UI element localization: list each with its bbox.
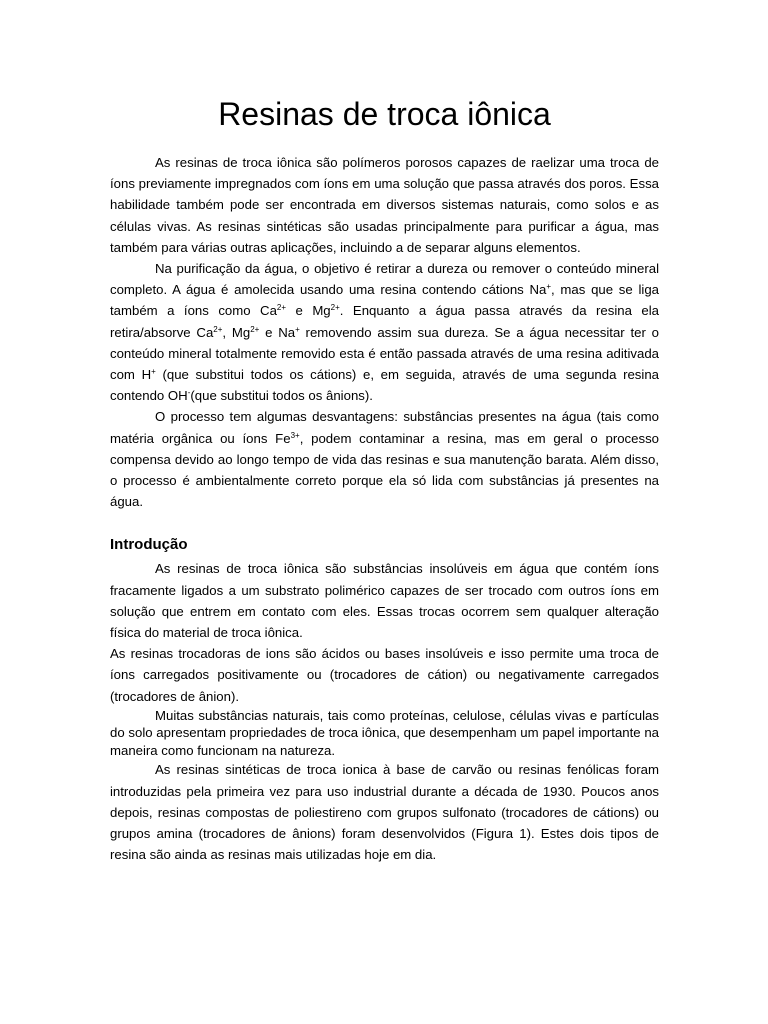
text-run: . Enquanto a água passa através da resina ela retira/absorve Ca: [110, 303, 659, 340]
superscript: -: [187, 388, 191, 398]
text-run: (que substitui todos os ânions).: [190, 388, 373, 404]
section-heading: Introdução: [110, 536, 188, 554]
superscript: +: [295, 324, 300, 334]
text-run: e Mg: [286, 303, 331, 319]
section-paragraph-3: Muitas substâncias naturais, tais como proteínas, celulose, células vivas e partículas do solo apresentam propriedades de troca iônica, que desempenham um papel importante na maneira como funcionam na natureza.: [110, 707, 659, 758]
intro-paragraph-2: [110, 258, 659, 406]
document-page: [110, 92, 659, 865]
intro-paragraph-3: [110, 406, 659, 512]
superscript: +: [546, 282, 552, 292]
text-run: , podem contaminar a resina, mas em geral o processo compensa devido ao longo tempo de vida das resinas e sua manutenção barata. Além disso, o processo é ambientalmente correto porque ela só lida com substâncias já presentes na água.: [110, 430, 660, 510]
text-run: , mas que se liga também a íons como Ca: [110, 282, 659, 319]
text-run: removendo assim sua dureza. Se a água necessitar ter o conteúdo mineral totalmente removido esta é então passada através de uma resina aditivada com H: [110, 324, 659, 383]
text-run: Na purificação da água, o objetivo é retirar a dureza ou remover o conteúdo mineral completo. A água é amolecida usando uma resina contendo cátions Na: [110, 261, 659, 298]
text-run: O processo tem algumas desvantagens: substâncias presentes na água (tais como matéria orgânica ou íons Fe: [110, 409, 659, 446]
text-run: e Na: [259, 324, 296, 340]
document-title: Resinas de troca iônica: [218, 96, 551, 132]
superscript: 2+: [250, 324, 260, 334]
superscript: 2+: [213, 324, 223, 334]
superscript: 3+: [290, 430, 300, 440]
superscript: 2+: [330, 303, 340, 313]
intro-paragraph-1: As resinas de troca iônica são polímeros porosos capazes de raelizar uma troca de íons previamente impregnados com íons em uma solução que passa através dos poros. Essa habilidade também pode ser encontrada em diversos sistemas naturais, como solos e as células vivas. As resinas sintéticas são usadas principalmente para purificar a água, mas também para várias outras aplicações, incluindo a de separar alguns elementos.: [110, 155, 659, 255]
text-run: , Mg: [222, 324, 251, 340]
text-run: (que substitui todos os cátions) e, em seguida, através de uma segunda resina contendo OH: [110, 367, 659, 404]
superscript: 2+: [276, 303, 287, 313]
section-paragraph-4: As resinas sintéticas de troca ionica à base de carvão ou resinas fenólicas foram introduzidas pela primeira vez para uso industrial durante a década de 1930. Poucos anos depois, resinas compostas de poliestireno com grupos sulfonato (trocadores de cátions) ou grupos amina (trocadores de ânions) foram desenvolvidos (Figura 1). Estes dois tipos de resina são ainda as resinas mais utilizadas hoje em dia.: [110, 762, 659, 863]
section-paragraph-2: As resinas trocadoras de ions são ácidos ou bases insolúveis e isso permite uma troca de íons carregados positivamente ou (trocadores de cátion) ou negativamente carregados (trocadores de ânion).: [110, 646, 659, 704]
section-paragraph-1: As resinas de troca iônica são substâncias insolúveis em água que contém íons fracamente ligados a um substrato polimérico capazes de ser trocado com outros íons em solução que entrem em contato com eles. Essas trocas ocorrem sem qualquer alteração física do material de troca iônica.: [110, 561, 659, 641]
superscript: +: [151, 367, 156, 377]
